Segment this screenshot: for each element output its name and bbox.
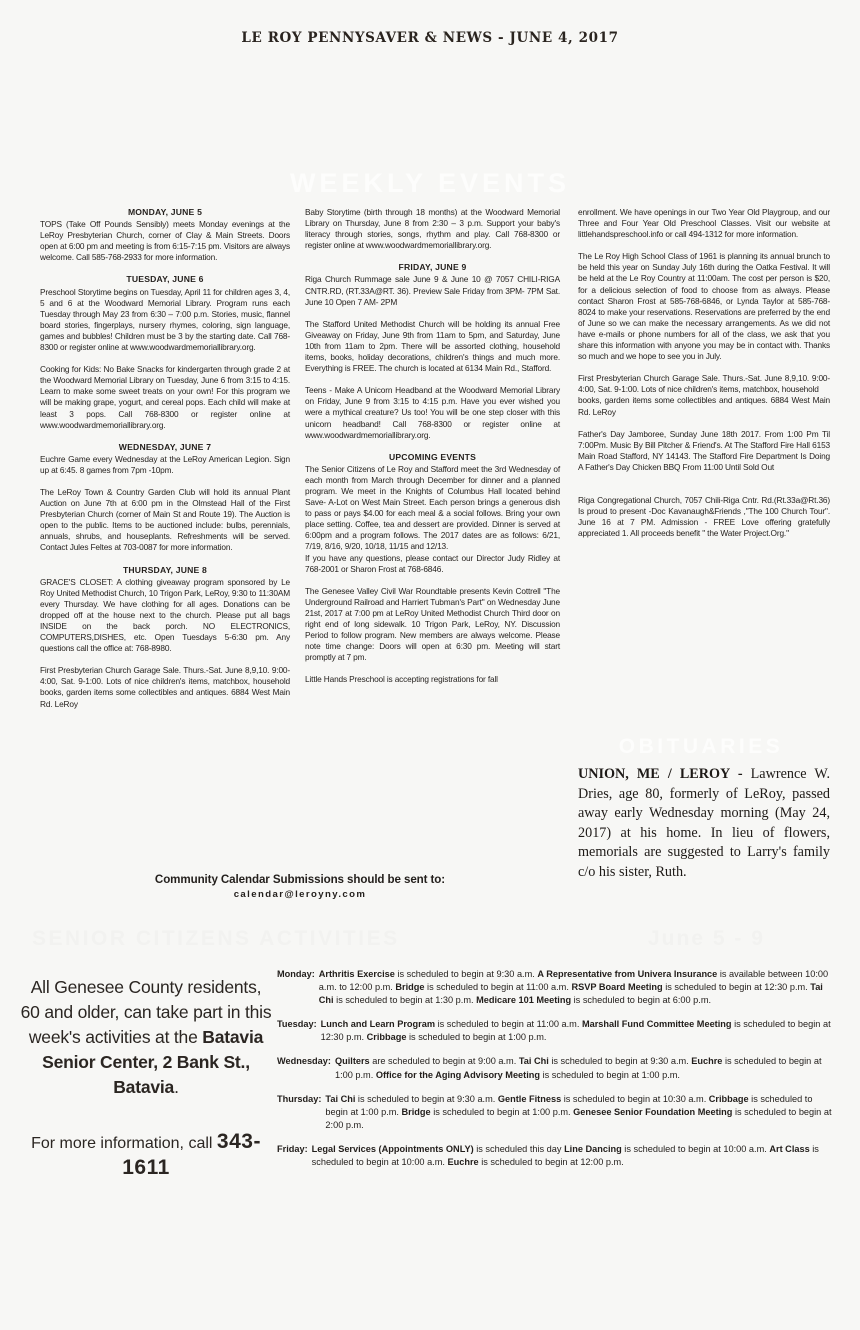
senior-activity-name: Euchre [691,1056,723,1067]
obituary-place: UNION, ME / LEROY - [578,766,751,782]
upcoming-event-senior-citizens-dinner: The Senior Citizens of Le Roy and Stafford meet the 3rd Wednesday of each month from March through December for dinner and a planned program. We meet in the Knights of Columbus Hall located behind Save- A-Lot on West Main Street. Each person brings a generous dish to pass or pays $4.00 for each meal & a social follows. Bring your own place setting. Coffee, tea and dessert are provided. Dinner is served at 6:00pm and a program follows. The 2017 dates are as follows: 6/21, 7/19, 8/16, 9/20, 10/18, 11/15 and 12/13. [305,463,560,552]
friday-event-riga-rummage-sale: Riga Church Rummage sale June 9 & June 10 @ 7057 CHILI-RIGA CNTR.RD, (RT.33A@RT. 36). Preview Sale Friday from 3PM- 7PM Sat. June 10 Open 7 AM- 2PM [305,274,560,307]
senior-schedule-day-label: Tuesday: [277,1019,317,1030]
senior-activity-time: is scheduled to begin at 11:00 a.m. [435,1019,582,1030]
senior-activities-schedule [277,968,833,1180]
senior-activity-time: is scheduled to begin at 6:00 p.m. [571,995,712,1006]
obituaries-banner-label: OBITUARIES [618,735,784,758]
senior-activity-time: is scheduled this day [473,1143,565,1154]
senior-center-more-info-text: For more information, call [31,1135,217,1152]
senior-activity-time: is scheduled to begin at 1:00 p.m. [540,1069,680,1080]
senior-activity-name: RSVP Board Meeting [571,982,663,993]
tuesday-heading: TUESDAY, JUNE 6 [126,274,204,285]
calendar-submissions-email[interactable]: calendar@leroyny.com [233,889,367,900]
senior-activity-name: Gentle Fitness [497,1093,562,1104]
senior-activity-name: Medicare 101 Meeting [476,995,572,1006]
senior-activity-time: is scheduled to begin at 1:00 p.m. [406,1032,547,1043]
friday-event-stafford-giveaway: The Stafford United Methodist Church will be holding its annual Free Giveaway on Friday, June 9th from 11am to 5pm, and Saturday, June 10th from 11am to 2pm. There will be assorted clothing, household items, books, holiday decorations, children's things and much more. Everything is FREE. The church is located at 6134 Main Rd., Stafford. [305,318,560,374]
friday-event-unicorn-headband: Teens - Make A Unicorn Headband at the Woodward Memorial Library on Friday, June 9 from 3:15 to 4:15 p.m. Have you ever wished you were a mythical creature? Us too! You will be one step closer with this unicorn headband! Call 768-8300 or register online at www.woodwardmemoriallibrary.org. [305,385,560,440]
thursday-heading: THURSDAY, JUNE 8 [122,564,208,575]
senior-activity-time: is scheduled to begin at 9:30 a.m. [355,1093,498,1104]
obituary-text: Lawrence W. Dries, age 80, formerly of LeRoy, passed away early Wednesday morning (May 24, 2017) at his home. In lieu of flowers, memorials are suggested to Larry's family c/o his sister, Ruth. [578,766,831,880]
senior-activity-name: Office for the Aging Advisory Meeting [375,1069,541,1080]
senior-activity-name: Cribbage [708,1093,749,1104]
weekly-events-banner-label: WEEKLY EVENTS [289,168,571,198]
senior-center-name: Batavia Senior Center, 2 Bank St., Batavia [42,1027,264,1097]
senior-schedule-day-label: Friday: [277,1143,308,1154]
senior-schedule-row [277,1055,833,1081]
senior-activity-name: Tai Chi [518,1056,549,1067]
page-masthead [0,0,860,46]
senior-schedule-day-activities [321,1018,833,1044]
events-column-2 [305,207,560,696]
upcoming-event-little-hands-preschool: Little Hands Preschool is accepting registrations for fall [305,674,498,685]
upcoming-event-senior-citizens-contact: If you have any questions, please contact our Director Judy Ridley at 768-2001 or Sharon Frost at 768-6846. [305,552,560,574]
upcoming-event-class-of-1961-brunch: The Le Roy High School Class of 1961 is planning its annual brunch to be held this year on Sunday July 16th during the Oatka Festival. It will be held at the Le Roy Country at 11:00am. The cost per person is $20, for a delicious selection of food to choose from as always. Please contact Sharon Frost at 585-768-6846, or Lynda Taylor at 585-768-8024 to make your reservations. Reservations are preferred by the end of June so we can make the necessary arrangements. As we did not have e-mails or phone numbers for all of the class, we ask that you share this information with anyone you may be in contact with. Thanks so much and we hope to see you in July. [578,251,830,362]
wednesday-heading: WEDNESDAY, JUNE 7 [118,441,212,452]
senior-center-intro-text: All Genesee County residents, 60 and older, can take part in this week's activities at the [20,977,272,1047]
weekly-events-section-banner [0,168,860,199]
senior-center-contact [20,1130,272,1182]
senior-activity-name: Legal Services (Appointments ONLY) [311,1143,474,1154]
senior-activity-time: is scheduled to begin at 1:00 p.m. [334,1056,822,1080]
senior-activity-name: Bridge [395,982,425,993]
tuesday-event-cooking-for-kids: Cooking for Kids: No Bake Snacks for kindergarten through grade 2 at the Woodward Memorial Library on Tuesday, June 6 from 3:15 to 4:15. Learn to make some sweet treats on your own! For this program we will be making grape, yogurt, and cereal pops. Each child will make at least 3 pops. Call 768-8300 or register online at www.woodwardmemoriallibrary.org. [40,364,290,430]
senior-center-info [20,975,272,1182]
senior-activity-time: is scheduled to begin at 1:00 p.m. [325,1093,813,1117]
senior-activity-name: Marshall Fund Committee Meeting [581,1019,732,1030]
senior-activity-name: Genesee Senior Foundation Meeting [573,1106,733,1117]
senior-schedule-row [277,1143,833,1169]
senior-activity-name: Cribbage [366,1032,407,1043]
friday-heading: FRIDAY, JUNE 9 [398,262,467,273]
obituary-entry [578,765,830,883]
community-calendar-submissions [40,873,560,900]
senior-activity-time: is scheduled to begin at 10:00 a.m. [311,1143,819,1168]
senior-schedule-row [277,1093,833,1132]
upcoming-event-garage-sale-part1: First Presbyterian Church Garage Sale. Thurs.-Sat. June 8,9,10. 9:00-4:00, Sat. 9-1:00. Lots of nice children's items, matchbox, household [578,373,830,395]
senior-activity-name: Lunch and Learn Program [320,1019,436,1030]
events-column-3 [578,207,830,550]
upcoming-events-heading: UPCOMING EVENTS [388,451,477,462]
obituaries-section-banner [570,735,832,759]
masthead-title: LE ROY PENNYSAVER & NEWS - JUNE 4, 2017 [241,30,619,46]
senior-schedule-day-activities [319,968,833,1007]
tuesday-event-preschool-storytime: Preschool Storytime begins on Tuesday, April 11 for children ages 3, 4, 5 and 6 at the Woodward Memorial Library. Program runs each Tuesday through May 23 from 6:30 – 7:00 p.m. Stories, music, flannel board stories, fingerplays, nursery rhymes, coloring, sign language, games and bubbles! Children must be 3 by the starting date. Call 768-8300 or register online at www.woodwardmemoriallibrary.org. [40,286,290,353]
senior-activity-time: is scheduled to begin at 11:00 a.m. [424,982,572,993]
wednesday-event-garden-club: The LeRoy Town & Country Garden Club will hold its annual Plant Auction on June 7th at 6:00 pm in the Olmstead Hall of the First Presbyterian Church (corner of Main St and Route 19). The Auction is open to the public. Items to be auctioned include: bulbs, perennials, annuals, shrubs, and houseplants. Refreshments will be served. Contact Jules Feltes at 703-0087 for more information. [40,486,290,553]
monday-event-tops: TOPS (Take Off Pounds Sensibly) meets Monday evenings at the LeRoy Presbyterian Church, corner of Clay & Main Streets. Doors open at 6:00 pm and meeting is from 6:15-7:15 pm. Visitors are always welcome. Call 585-768-2933 for more information. [40,219,290,263]
senior-activity-time: is scheduled to begin at 9:30 a.m. [548,1056,692,1067]
senior-schedule-day-label: Thursday: [277,1093,322,1104]
thursday-event-baby-storytime: Baby Storytime (birth through 18 months) at the Woodward Memorial Library on Thursday, June 8 from 2:30 – 3 p.m. Support your baby's literacy through stories, songs, rhythm and play. Call 768-8300 or register online at www.woodwardmemoriallibrary.org. [305,207,560,251]
monday-heading: MONDAY, JUNE 5 [127,207,203,217]
senior-activity-name: Quilters [334,1056,370,1067]
senior-activity-time: is scheduled to begin at 1:00 p.m. [430,1106,574,1117]
senior-activity-name: Art Class [769,1143,810,1154]
senior-activity-time: is scheduled to begin at 9:30 a.m. [394,969,538,979]
senior-activity-time: is scheduled to begin at 10:30 a.m. [561,1093,709,1104]
senior-activities-banner-label: SENIOR CITIZENS ACTIVITIES [32,927,400,950]
senior-activity-time: is scheduled to begin at 12:30 p.m. [320,1019,831,1043]
senior-activity-time: is scheduled to begin at 1:30 p.m. [333,995,477,1006]
senior-schedule-day-activities [312,1143,833,1169]
upcoming-event-riga-congregational-concert: Riga Congregational Church, 7057 Chili-Riga Cntr. Rd.(Rt.33a@Rt.36) Is proud to present -Doc Kavanaugh&Friends ,"The 100 Church Tour". June 16 at 7 PM. Admission - FREE Love offering gratefully appreciated 1. All proceeds benefit " the Water Project.Org." [578,494,830,539]
senior-activity-time: is available between 10:00 a.m. to 12:00 p.m. [318,969,829,993]
senior-activity-name: A Representative from Univera Insurance [537,969,718,979]
senior-center-phone[interactable]: 343-1611 [122,1130,261,1179]
calendar-submissions-instruction: Community Calendar Submissions should be sent to: [154,873,446,886]
events-column-1 [40,207,290,721]
senior-schedule-day-activities [325,1093,833,1132]
upcoming-event-civil-war-roundtable: The Genesee Valley Civil War Roundtable presents Kevin Cottrell "The Underground Railroad and Harriert Tubman's Part" on Wednesday June 21st, 2017 at 7:00 pm at LeRoy United Methodist Church Third door on right end of long sidewalk. 10 Trigon Park, LeRoy, NY. Discussion Period to follow program. New members are always welcome. Please note time change: Doors will open at 6:30 pm. Meeting will start promptly at 7 pm. [305,585,560,663]
senior-activity-time: are scheduled to begin at 9:00 a.m. [369,1056,519,1067]
upcoming-event-fathers-day-jamboree: Father's Day Jamboree, Sunday June 18th 2017. From 1:00 Pm Til 7:00Pm. Music By Bill Pitcher & Friend's. At The Stafford Fire Hall 6153 Main Road Stafford, NY 14143. The Stafford Fire Department Is Doing A Father's Day Chicken BBQ From 11:00 Until Sold Out [578,428,830,472]
senior-activity-time: is scheduled to begin at 12:00 p.m. [478,1157,624,1168]
senior-activity-name: Tai Chi [318,982,823,1006]
senior-activity-time: is scheduled to begin at 10:00 a.m. [621,1143,770,1154]
senior-activities-date-range: June 5 - 9 [648,927,765,950]
senior-activity-time: is scheduled to begin at 12:30 p.m. [662,982,811,993]
senior-schedule-row [277,1018,833,1044]
senior-activity-time: is scheduled to begin at 2:00 p.m. [325,1106,832,1130]
senior-activity-name: Euchre [447,1157,479,1168]
senior-schedule-day-label: Monday: [277,969,315,979]
thursday-event-graces-closet: GRACE'S CLOSET: A clothing giveaway program sponsored by Le Roy United Methodist Church, 10 Trigon Park, LeRoy, 9:30 to 11:30AM every Thursday. We have clothing for all ages. Donations can be dropped off at the house next to the church. Please put all bags INSIDE on the back porch. NO ELECTRONICS, COMPUTERS,DISHES, etc. Open Tuesdays 5-6:30 pm. Any questions call the office at: 768-8980. [40,576,290,654]
senior-activity-name: Arthritis Exercise [318,969,395,979]
senior-center-intro-period: . [174,1077,179,1097]
senior-schedule-row [277,968,833,1007]
senior-activity-name: Bridge [401,1106,431,1117]
senior-activity-name: Line Dancing [564,1143,622,1154]
upcoming-event-garage-sale-part2: books, garden items some collectibles and antiques. 6884 West Main Rd. LeRoy [578,395,830,417]
senior-activity-name: Tai Chi [325,1093,356,1104]
wednesday-event-euchre: Euchre Game every Wednesday at the LeRoy American Legion. Sign up at 6:45. 8 games from 7pm -10pm. [40,453,290,475]
column-spacer [578,484,830,495]
senior-schedule-day-activities [335,1055,833,1081]
upcoming-event-little-hands-continued: enrollment. We have openings in our Two Year Old Playgroup, and our Three and Four Year Old Preschool Classes. Visit our website at littlehandspreschool.info or call 494-1312 for more information. [578,207,830,240]
senior-schedule-day-label: Wednesday: [277,1056,331,1067]
thursday-event-garage-sale: First Presbyterian Church Garage Sale. Thurs.-Sat. June 8,9,10. 9:00-4:00, Sat. 9-1:00. Lots of nice children's items, matchbox, household books, garden items some collectibles and antiques. 6884 West Main Rd. LeRoy [40,665,290,709]
senior-center-eligibility [20,975,272,1100]
